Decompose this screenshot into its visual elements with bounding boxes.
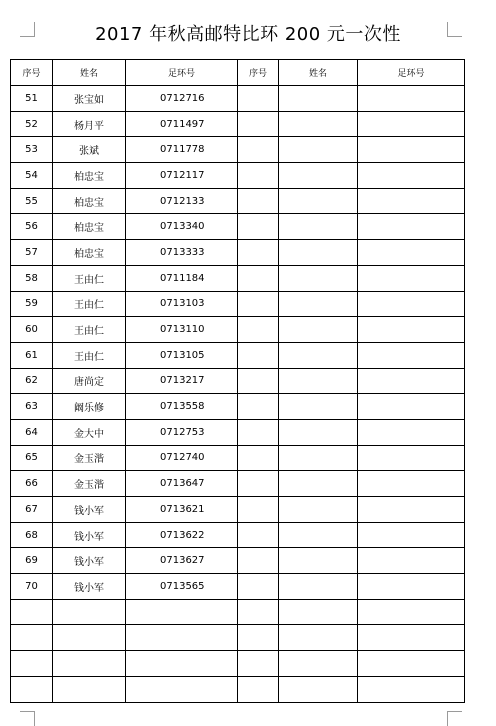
row-ring-number-right xyxy=(358,599,465,625)
table-row xyxy=(11,240,465,266)
row-ring-number-right xyxy=(358,651,465,677)
row-ring-number-right xyxy=(358,265,465,291)
table-row xyxy=(11,599,465,625)
row-serial: 58 xyxy=(11,265,53,291)
row-name-right xyxy=(279,163,358,189)
row-ring-number: 0713105 xyxy=(126,342,238,368)
row-serial-right xyxy=(238,676,279,702)
row-ring-number: 0712740 xyxy=(126,445,238,471)
table-row xyxy=(11,497,465,523)
header-name: 姓名 xyxy=(53,60,126,86)
row-ring-number-right xyxy=(358,368,465,394)
table-row xyxy=(11,163,465,189)
row-name-right xyxy=(279,651,358,677)
row-name-right xyxy=(279,188,358,214)
row-serial-right xyxy=(238,419,279,445)
row-name: 柏忠宝 xyxy=(53,163,126,189)
table-row xyxy=(11,676,465,702)
row-ring-number xyxy=(126,599,238,625)
row-serial: 53 xyxy=(11,137,53,163)
row-name: 王由仁 xyxy=(53,265,126,291)
row-ring-number-right xyxy=(358,317,465,343)
row-name: 张宝如 xyxy=(53,86,126,112)
row-serial-right xyxy=(238,317,279,343)
row-ring-number-right xyxy=(358,548,465,574)
row-serial xyxy=(11,651,53,677)
row-serial: 68 xyxy=(11,522,53,548)
document-title: 2017 年秋高邮特比环 200 元一次性 xyxy=(95,24,401,45)
row-serial-right xyxy=(238,188,279,214)
table-row xyxy=(11,86,465,112)
table-row xyxy=(11,522,465,548)
row-ring-number: 0713110 xyxy=(126,317,238,343)
table-row xyxy=(11,651,465,677)
table-row xyxy=(11,548,465,574)
header-serial-right: 序号 xyxy=(238,60,279,86)
row-ring-number: 0713621 xyxy=(126,497,238,523)
row-ring-number-right xyxy=(358,188,465,214)
row-ring-number-right xyxy=(358,163,465,189)
row-ring-number-right xyxy=(358,291,465,317)
row-ring-number-right xyxy=(358,240,465,266)
row-serial-right xyxy=(238,651,279,677)
row-ring-number: 0712133 xyxy=(126,188,238,214)
table-row xyxy=(11,111,465,137)
row-name-right xyxy=(279,471,358,497)
row-serial xyxy=(11,599,53,625)
row-ring-number: 0712753 xyxy=(126,419,238,445)
row-name-right xyxy=(279,574,358,600)
row-serial: 60 xyxy=(11,317,53,343)
row-name xyxy=(53,625,126,651)
row-serial-right xyxy=(238,445,279,471)
row-name-right xyxy=(279,111,358,137)
row-name-right xyxy=(279,368,358,394)
table-row xyxy=(11,137,465,163)
row-serial-right xyxy=(238,522,279,548)
row-name-right xyxy=(279,522,358,548)
row-serial-right xyxy=(238,265,279,291)
row-ring-number-right xyxy=(358,574,465,600)
row-name-right xyxy=(279,548,358,574)
row-serial: 64 xyxy=(11,419,53,445)
table-row xyxy=(11,574,465,600)
row-serial: 62 xyxy=(11,368,53,394)
row-serial: 67 xyxy=(11,497,53,523)
table-row xyxy=(11,368,465,394)
row-ring-number-right xyxy=(358,394,465,420)
row-serial-right xyxy=(238,574,279,600)
table-body xyxy=(11,86,465,703)
row-ring-number-right xyxy=(358,497,465,523)
row-serial-right xyxy=(238,497,279,523)
row-name-right xyxy=(279,265,358,291)
row-serial-right xyxy=(238,86,279,112)
row-name: 王由仁 xyxy=(53,317,126,343)
row-serial-right xyxy=(238,368,279,394)
row-name: 柏忠宝 xyxy=(53,188,126,214)
row-serial: 69 xyxy=(11,548,53,574)
row-name-right xyxy=(279,137,358,163)
row-name xyxy=(53,676,126,702)
row-serial-right xyxy=(238,214,279,240)
row-ring-number: 0712117 xyxy=(126,163,238,189)
row-ring-number-right xyxy=(358,111,465,137)
table-row xyxy=(11,265,465,291)
row-name: 王由仁 xyxy=(53,342,126,368)
row-ring-number-right xyxy=(358,137,465,163)
table-row xyxy=(11,342,465,368)
table-row xyxy=(11,188,465,214)
table-row xyxy=(11,317,465,343)
row-serial xyxy=(11,625,53,651)
row-ring-number-right xyxy=(358,214,465,240)
table-row xyxy=(11,625,465,651)
roster-table xyxy=(10,59,465,703)
row-name: 钱小军 xyxy=(53,522,126,548)
row-ring-number-right xyxy=(358,522,465,548)
row-name: 金玉湝 xyxy=(53,471,126,497)
row-serial-right xyxy=(238,471,279,497)
row-serial: 57 xyxy=(11,240,53,266)
table-row xyxy=(11,394,465,420)
table-header-row xyxy=(11,60,465,86)
row-ring-number xyxy=(126,651,238,677)
row-ring-number: 0713217 xyxy=(126,368,238,394)
row-name-right xyxy=(279,394,358,420)
row-ring-number-right xyxy=(358,419,465,445)
table-row xyxy=(11,471,465,497)
row-name-right xyxy=(279,317,358,343)
row-name-right xyxy=(279,419,358,445)
row-ring-number-right xyxy=(358,625,465,651)
row-serial-right xyxy=(238,625,279,651)
header-ring-number-right: 足环号 xyxy=(358,60,465,86)
row-ring-number: 0713333 xyxy=(126,240,238,266)
row-serial xyxy=(11,676,53,702)
row-name-right xyxy=(279,497,358,523)
row-serial-right xyxy=(238,548,279,574)
header-ring-number: 足环号 xyxy=(126,60,238,86)
row-ring-number: 0713340 xyxy=(126,214,238,240)
row-name xyxy=(53,651,126,677)
row-name: 柏忠宝 xyxy=(53,214,126,240)
row-ring-number: 0711497 xyxy=(126,111,238,137)
table-row xyxy=(11,214,465,240)
row-ring-number: 0713565 xyxy=(126,574,238,600)
crop-mark-bottom-right xyxy=(447,711,462,726)
row-ring-number: 0712716 xyxy=(126,86,238,112)
table-row xyxy=(11,445,465,471)
row-name-right xyxy=(279,599,358,625)
row-serial: 63 xyxy=(11,394,53,420)
row-name: 钱小军 xyxy=(53,548,126,574)
row-serial-right xyxy=(238,111,279,137)
row-name xyxy=(53,599,126,625)
row-ring-number-right xyxy=(358,342,465,368)
row-serial-right xyxy=(238,240,279,266)
row-serial: 70 xyxy=(11,574,53,600)
row-ring-number: 0713103 xyxy=(126,291,238,317)
row-name-right xyxy=(279,291,358,317)
row-ring-number: 0711778 xyxy=(126,137,238,163)
row-serial: 61 xyxy=(11,342,53,368)
row-name: 张斌 xyxy=(53,137,126,163)
row-serial: 59 xyxy=(11,291,53,317)
header-name-right: 姓名 xyxy=(279,60,358,86)
crop-mark-bottom-left xyxy=(20,711,35,726)
row-name-right xyxy=(279,214,358,240)
row-serial: 56 xyxy=(11,214,53,240)
row-serial-right xyxy=(238,291,279,317)
row-name-right xyxy=(279,86,358,112)
row-ring-number-right xyxy=(358,676,465,702)
row-serial-right xyxy=(238,137,279,163)
row-serial-right xyxy=(238,394,279,420)
row-serial-right xyxy=(238,163,279,189)
row-name-right xyxy=(279,240,358,266)
row-ring-number: 0711184 xyxy=(126,265,238,291)
row-serial-right xyxy=(238,599,279,625)
row-serial: 54 xyxy=(11,163,53,189)
row-name-right xyxy=(279,676,358,702)
row-name: 唐尚定 xyxy=(53,368,126,394)
row-ring-number: 0713558 xyxy=(126,394,238,420)
row-ring-number xyxy=(126,625,238,651)
row-ring-number: 0713622 xyxy=(126,522,238,548)
row-serial: 52 xyxy=(11,111,53,137)
table-row xyxy=(11,419,465,445)
row-ring-number xyxy=(126,676,238,702)
row-serial: 66 xyxy=(11,471,53,497)
row-name: 金玉湝 xyxy=(53,445,126,471)
row-name: 阚乐修 xyxy=(53,394,126,420)
row-ring-number-right xyxy=(358,471,465,497)
row-serial-right xyxy=(238,342,279,368)
row-name: 杨月平 xyxy=(53,111,126,137)
row-ring-number-right xyxy=(358,445,465,471)
row-ring-number: 0713647 xyxy=(126,471,238,497)
row-name-right xyxy=(279,625,358,651)
header-serial: 序号 xyxy=(11,60,53,86)
row-name-right xyxy=(279,342,358,368)
row-name: 钱小军 xyxy=(53,574,126,600)
row-name: 金大中 xyxy=(53,419,126,445)
row-serial: 51 xyxy=(11,86,53,112)
row-name: 钱小军 xyxy=(53,497,126,523)
row-name: 王由仁 xyxy=(53,291,126,317)
row-ring-number-right xyxy=(358,86,465,112)
row-serial: 55 xyxy=(11,188,53,214)
row-name: 柏忠宝 xyxy=(53,240,126,266)
row-serial: 65 xyxy=(11,445,53,471)
row-ring-number: 0713627 xyxy=(126,548,238,574)
table-row xyxy=(11,291,465,317)
row-name-right xyxy=(279,445,358,471)
